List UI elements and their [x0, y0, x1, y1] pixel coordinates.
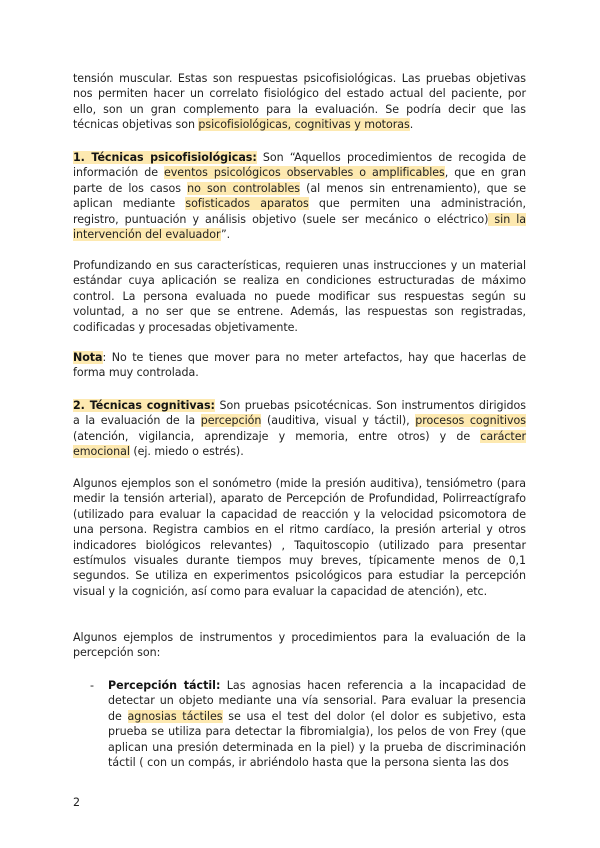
paragraph-text: , que en gran parte de los casos	[73, 166, 526, 195]
highlight-text: sin la intervención del evaluador	[73, 212, 526, 242]
highlight-text: percepción	[200, 414, 262, 428]
paragraph-text: Son pruebas psicotécnicas. Son instrumentos dirigidos a la evaluación de la	[73, 399, 526, 428]
paragraph-text: (auditiva, visual y táctil),	[261, 414, 416, 428]
paragraph-text: Son “Aquellos procedimientos de recogida de información de	[73, 151, 526, 180]
paragraph-cognitive	[73, 398, 526, 460]
paragraph-text: (atención, vigilancia, aprendizaje y memoria, entre otros) y de	[73, 429, 481, 443]
paragraph-text: (al menos sin entrenamiento), que se aplican mediante	[73, 181, 526, 211]
paragraph-characteristics: Profundizando en sus características, requieren unas instrucciones y un material estándar cuya aplicación se realiza en condiciones estructuradas de máximo control. La persona evaluada no puede modificar sus respuestas según su voluntad, a no ser que se entrene. Además, las respuestas son registradas, codificadas y procesadas objetivamente.	[73, 259, 526, 334]
paragraph-text: .	[409, 118, 414, 132]
paragraph-examples: Algunos ejemplos son el sonómetro (mide la presión auditiva), tensiómetro (para medir la tensión arterial), aparato de Percepción de Profundidad, Polirreactígrafo (utilizado para evaluar la capacidad de reacción y la velocidad psicomotora de una persona. Registra cambios en el ritmo cardíaco, la presión arterial y otros indicadores biológicos relevantes) , Taquitoscopio (utilizado para presentar estímulos visuales durante tiempos muy breves, típicamente menos de 0,1 segundos. Se utiliza en experimentos psicológicos para estudiar la percepción visual y la cognición, así como para evaluar la capacidad de atención), etc.	[73, 477, 526, 598]
highlight-text: sofisticados aparatos	[185, 197, 309, 211]
paragraph-text: : No te tienes que mover para no meter artefactos, hay que hacerlas de forma muy controlada.	[73, 351, 526, 380]
paragraph-psychophysiological	[73, 150, 526, 242]
paragraph-intro	[73, 71, 526, 133]
list-item-heading: Percepción táctil:	[108, 679, 221, 692]
highlight-text: carácter emocional	[73, 429, 526, 459]
paragraph-text: tensión muscular. Estas son respuestas psicofisiológicas. Las pruebas objetivas nos permiten hacer un correlato fisiológico del estado actual del paciente, por ello, son un gran complemento para la evaluación. Se podría decir que las técnicas objetivas son	[73, 72, 526, 132]
highlight-text: eventos psicológicos observables o amplificables	[164, 166, 445, 180]
paragraph-text: Las agnosias hacen referencia a la incapacidad de detectar un objeto mediante una vía sensorial. Para evaluar la presencia de	[108, 679, 526, 723]
section-heading: 1. Técnicas psicofisiológicas:	[73, 151, 257, 164]
paragraph-text: ”.	[220, 228, 231, 242]
list-bullet: -	[90, 679, 95, 692]
paragraph-text: se usa el test del dolor (el dolor es subjetivo, esta prueba se utiliza para detectar la fibromialgia), los pelos de von Frey (que aplican una presión determinada en la piel) y la prueba de discriminación táctil ( con un compás, ir abriéndolo hasta que la persona sienta las dos	[108, 709, 526, 770]
paragraph-text: que permiten una administración, registro, puntuación y análisis objetivo (suele ser mecánico o eléctrico)	[73, 197, 527, 226]
page-number: 2	[73, 796, 81, 809]
highlight-text: agnosias táctiles	[127, 709, 223, 723]
highlight-text: psicofisiológicas, cognitivas y motoras	[198, 118, 410, 132]
paragraph-note	[73, 350, 526, 381]
note-label: Nota	[73, 351, 103, 364]
paragraph-text: (ej. miedo o estrés).	[129, 445, 244, 459]
list-item-tactile	[108, 678, 526, 770]
section-heading: 2. Técnicas cognitivas:	[73, 399, 215, 412]
paragraph-perception-intro: Algunos ejemplos de instrumentos y procedimientos para la evaluación de la percepción son:	[73, 631, 526, 660]
highlight-text: no son controlables	[187, 181, 300, 195]
highlight-text: procesos cognitivos	[415, 414, 526, 428]
